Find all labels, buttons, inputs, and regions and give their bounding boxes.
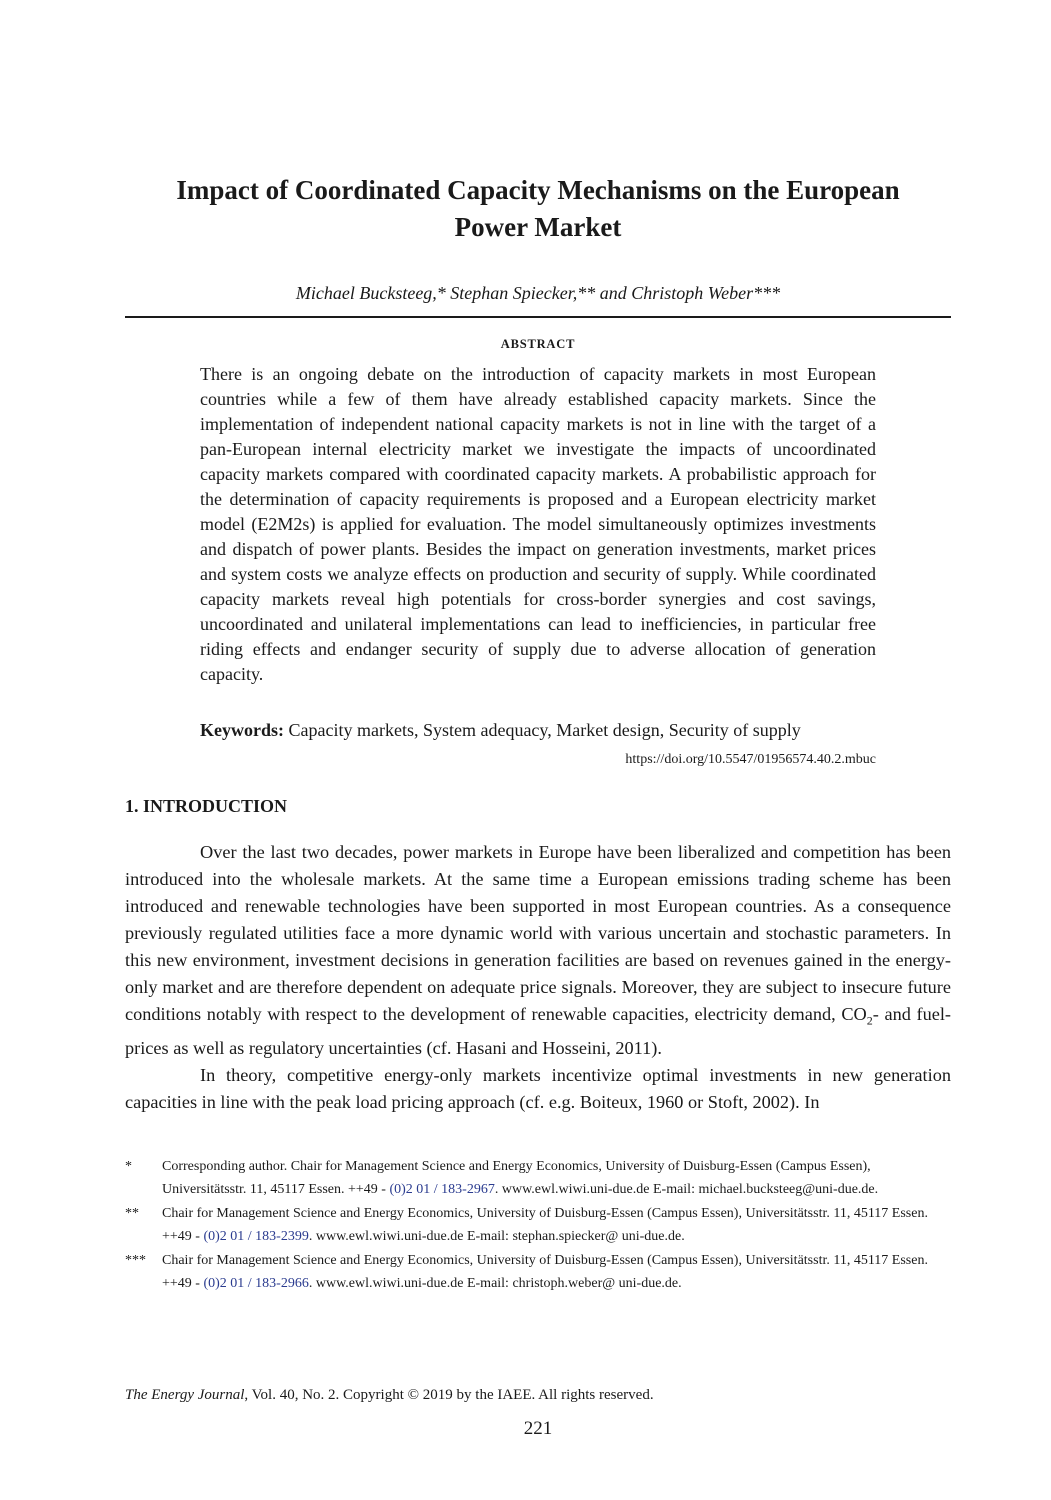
introduction-paragraph-1 xyxy=(125,839,951,1062)
intro-para1-text-b: - and fuel-prices as well as regulatory uncertainties (cf. Hasani and Hosseini, 2011). xyxy=(125,1004,951,1058)
footnote-phone[interactable]: (0)2 01 / 183-2966 xyxy=(203,1276,309,1291)
footnote-mark: *** xyxy=(125,1253,146,1268)
section-heading-introduction: 1. INTRODUCTION xyxy=(125,796,288,816)
header-rule xyxy=(125,316,951,318)
footnote-text-b: . www.ewl.wiwi.uni-due.de E-mail: stephan.spiecker@ uni-due.de. xyxy=(308,1229,685,1244)
journal-citation xyxy=(125,1385,654,1405)
intro-para1-text-a: Over the last two decades, power markets in Europe have been liberalized and competition has been introduced into the wholesale markets. At the same time a European emissions trading scheme has been introduced and renewable technologies have been supported in most European countries. As a consequence previously regulated utilities face a more dynamic world with various uncertain and stochastic parameters. In this new environment, investment decisions in generation facilities are based on revenues gained in the energy-only market and are therefore dependent on adequate price signals. Moreover, they are subject to insecure future conditions notably with respect to the development of renewable capacities, electricity demand, CO xyxy=(125,842,951,1024)
paper-title-line-1: Impact of Coordinated Capacity Mechanisms on the European xyxy=(176,175,900,205)
abstract-text: There is an ongoing debate on the introduction of capacity markets in most European countries while a few of them have already established capacity markets. Since the implementation of independent national capacity markets is not in line with the target of a pan-European internal electricity market we investigate the impacts of uncoordinated capacity markets compared with coordinated capacity markets. A probabilistic approach for the determination of capacity requirements is proposed and a European electricity market model (E2M2s) is applied for evaluation. The model simultaneously optimizes investments and dispatch of power plants. Besides the impact on generation investments, market prices and system costs we analyze effects on production and security of supply. While coordinated capacity markets reveal high potentials for cross-border synergies and cost savings, uncoordinated and unilateral implementations can lead to inefficiencies, in particular free riding effects and endanger security of supply due to adverse allocation of generation capacity. xyxy=(200,364,876,684)
keywords-line xyxy=(200,718,876,743)
footnote-text-a: Chair for Management Science and Energy Economics, University of Duisburg-Essen (Campus Essen), Universitätsstr. 11, 45117 Essen. ++49 - xyxy=(162,1206,928,1244)
page-number: 221 xyxy=(523,1418,553,1439)
keywords-label: Keywords: xyxy=(200,720,284,740)
footnote-phone[interactable]: (0)2 01 / 183-2399 xyxy=(203,1229,309,1244)
footnote-text-a: Chair for Management Science and Energy Economics, University of Duisburg-Essen (Campus Essen), Universitätsstr. 11, 45117 Essen. ++49 - xyxy=(162,1253,928,1291)
footnote-1 xyxy=(125,1155,951,1201)
introduction-paragraph-2: In theory, competitive energy-only markets incentivize optimal investments in new generation capacities in line with the peak load pricing approach (cf. e.g. Boiteux, 1960 or Stoft, 2002). In xyxy=(125,1064,951,1112)
journal-copyright: , Vol. 40, No. 2. Copyright © 2019 by the IAEE. All rights reserved. xyxy=(244,1387,654,1403)
footnote-phone[interactable]: (0)2 01 / 183-2967 xyxy=(389,1182,495,1197)
paper-title xyxy=(125,172,951,246)
footnote-text-b: . www.ewl.wiwi.uni-due.de E-mail: christoph.weber@ uni-due.de. xyxy=(308,1276,682,1291)
doi-link[interactable]: https://doi.org/10.5547/01956574.40.2.mbuc xyxy=(625,752,876,767)
co2-subscript: 2 xyxy=(866,1013,873,1028)
introduction-body xyxy=(125,839,951,1116)
journal-name: The Energy Journal xyxy=(125,1387,245,1403)
author-list: Michael Bucksteeg,* Stephan Spiecker,** and Christoph Weber*** xyxy=(295,283,781,303)
footnote-mark: ** xyxy=(125,1206,139,1221)
footnote-text-b: . www.ewl.wiwi.uni-due.de E-mail: michael.bucksteeg@uni-due.de. xyxy=(494,1182,879,1197)
keywords-text: Capacity markets, System adequacy, Market design, Security of supply xyxy=(288,720,801,740)
paper-title-line-2: Power Market xyxy=(454,212,622,242)
footnotes xyxy=(125,1155,951,1296)
footnote-text-a: Corresponding author. Chair for Management Science and Energy Economics, University of Duisburg-Essen (Campus Essen), Universitätsstr. 11, 45117 Essen. ++49 - xyxy=(162,1159,871,1197)
footnote-3 xyxy=(125,1249,951,1295)
footnote-2 xyxy=(125,1202,951,1248)
footnote-mark: * xyxy=(125,1159,132,1174)
abstract-heading: ABSTRACT xyxy=(500,337,576,351)
